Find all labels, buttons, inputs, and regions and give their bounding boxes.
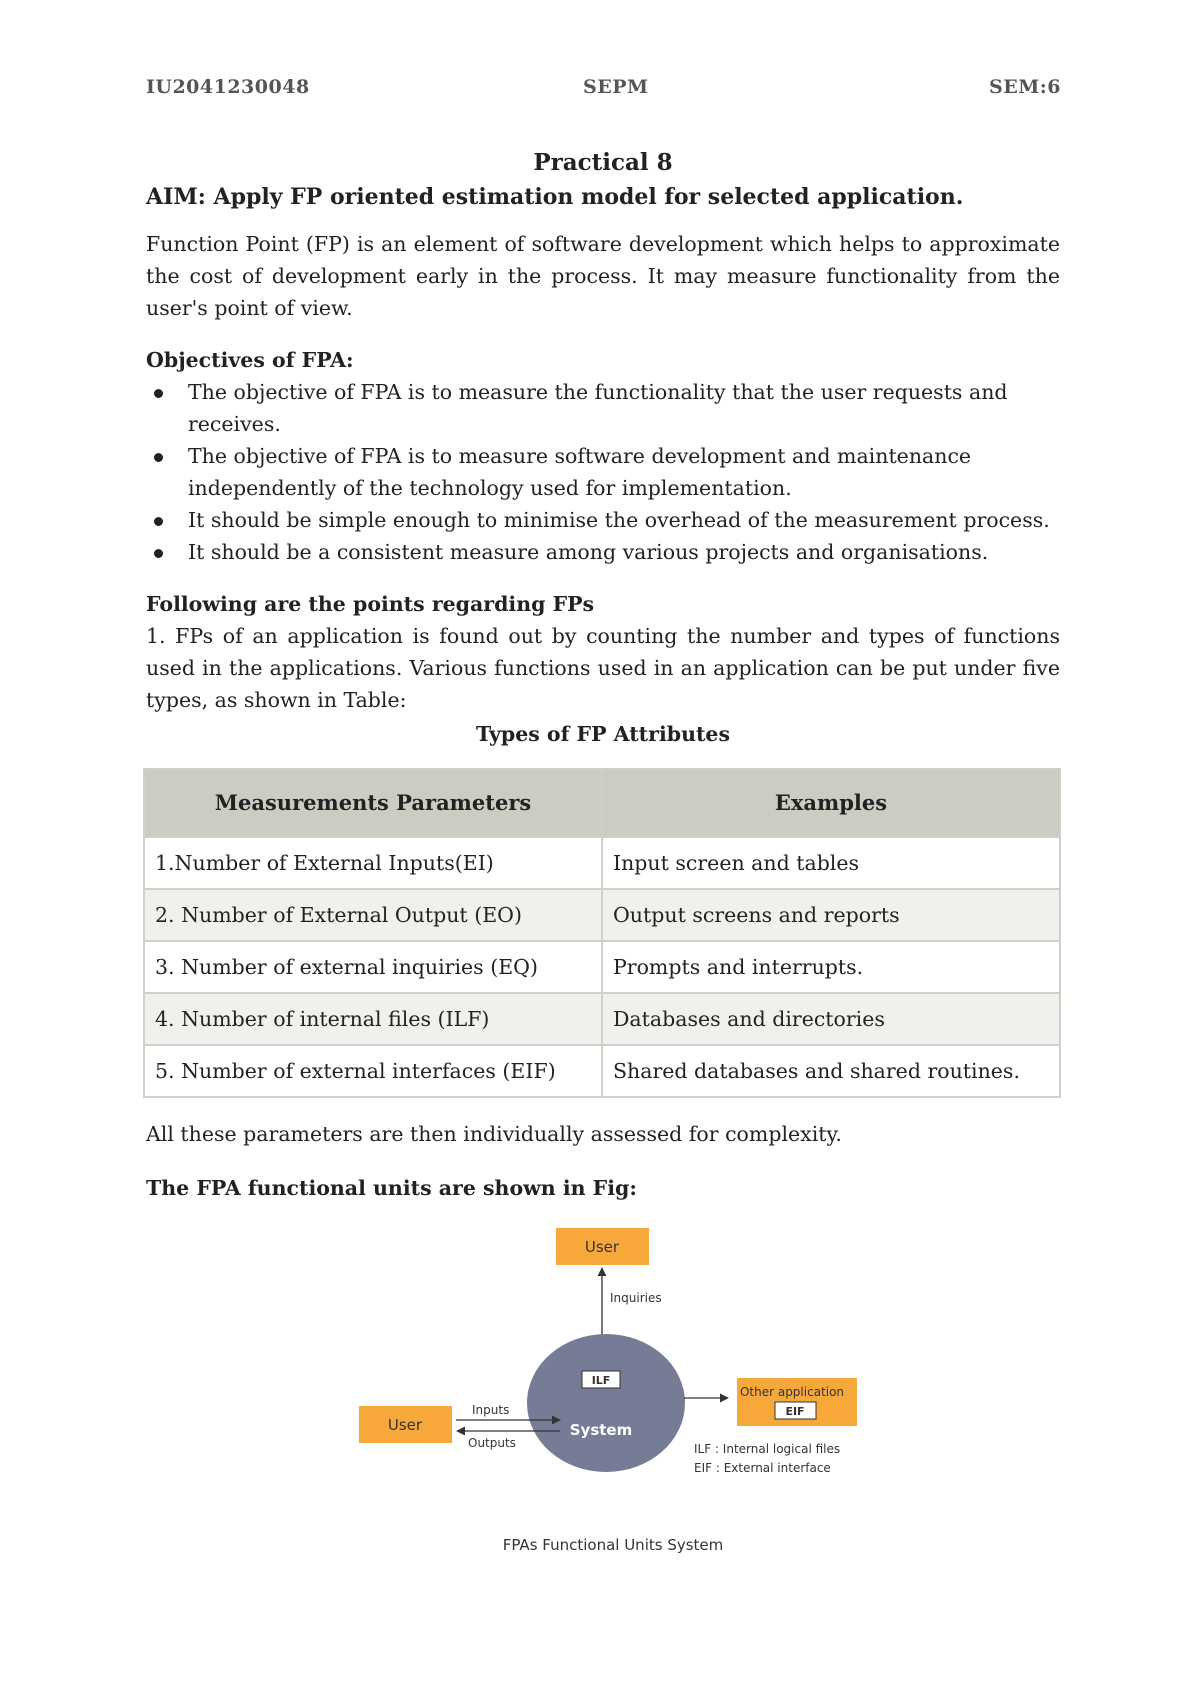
table-row: [144, 1045, 1060, 1097]
page-title: Practical 8: [533, 149, 673, 176]
complexity-note: All these parameters are then individually assessed for complexity.: [146, 1122, 842, 1146]
ilf-box-label: ILF: [591, 1374, 611, 1387]
outputs-label: Outputs: [468, 1436, 516, 1450]
fp-attributes-table: [143, 768, 1061, 1098]
aim-label: AIM:: [146, 184, 206, 210]
inputs-label: Inputs: [472, 1403, 510, 1417]
aim-statement: [146, 180, 1060, 214]
page-content: [146, 146, 1060, 1204]
figure-heading: The FPA functional units are shown in Fig:: [146, 1176, 637, 1200]
table-cell: 1.Number of External Inputs(EI): [144, 837, 602, 889]
header-subject: SEPM: [583, 76, 649, 98]
table-cell: 4. Number of internal files (ILF): [144, 993, 602, 1045]
fpa-diagram: [0, 1210, 1200, 1580]
inquiries-label: Inquiries: [610, 1291, 662, 1305]
points-heading: Following are the points regarding FPs: [146, 592, 595, 616]
table-row: [144, 941, 1060, 993]
table-row: [144, 837, 1060, 889]
system-circle: [527, 1334, 685, 1472]
top-user-label: User: [584, 1238, 620, 1256]
table-cell: Databases and directories: [602, 993, 1060, 1045]
intro-paragraph: Function Point (FP) is an element of software development which helps to approximate the cost of development early in the process. It may measure functionality from the user's point of view.: [146, 232, 1060, 320]
objectives-heading: Objectives of FPA:: [146, 348, 354, 372]
table-cell: Output screens and reports: [602, 889, 1060, 941]
figure-caption: FPAs Functional Units System: [502, 1536, 724, 1554]
table-row: [144, 993, 1060, 1045]
aim-text: Apply FP oriented estimation model for selected application.: [213, 184, 964, 210]
column-header-parameters: Measurements Parameters: [144, 769, 602, 837]
list-item: The objective of FPA is to measure the functionality that the user requests and receives.: [146, 376, 1060, 440]
header-student-id: IU2041230048: [146, 76, 310, 98]
list-item: It should be simple enough to minimise the overhead of the measurement process.: [146, 504, 1060, 536]
table-cell: Input screen and tables: [602, 837, 1060, 889]
table-header-row: [144, 769, 1060, 837]
points-paragraph: 1. FPs of an application is found out by counting the number and types of functions used in the applications. Various functions used in an application can be put under five types, as shown in Table:: [146, 624, 1060, 712]
eif-box-label: EIF: [785, 1405, 805, 1418]
table-cell: Prompts and interrupts.: [602, 941, 1060, 993]
table-row: [144, 889, 1060, 941]
table-cell: 2. Number of External Output (EO): [144, 889, 602, 941]
list-item: The objective of FPA is to measure software development and maintenance independently of the technology used for implementation.: [146, 440, 1060, 504]
objectives-list: [146, 376, 1060, 568]
other-application-label: Other application: [739, 1385, 845, 1399]
list-item: It should be a consistent measure among various projects and organisations.: [146, 536, 1060, 568]
system-label: System: [569, 1421, 633, 1439]
header-semester: SEM:6: [989, 76, 1061, 98]
legend-ilf: ILF : Internal logical files: [694, 1442, 841, 1456]
table-cell: 3. Number of external inquiries (EQ): [144, 941, 602, 993]
table-cell: Shared databases and shared routines.: [602, 1045, 1060, 1097]
column-header-examples: Examples: [602, 769, 1060, 837]
table-caption: Types of FP Attributes: [475, 722, 731, 746]
left-user-label: User: [387, 1416, 423, 1434]
table-cell: 5. Number of external interfaces (EIF): [144, 1045, 602, 1097]
legend-eif: EIF : External interface: [694, 1461, 831, 1475]
